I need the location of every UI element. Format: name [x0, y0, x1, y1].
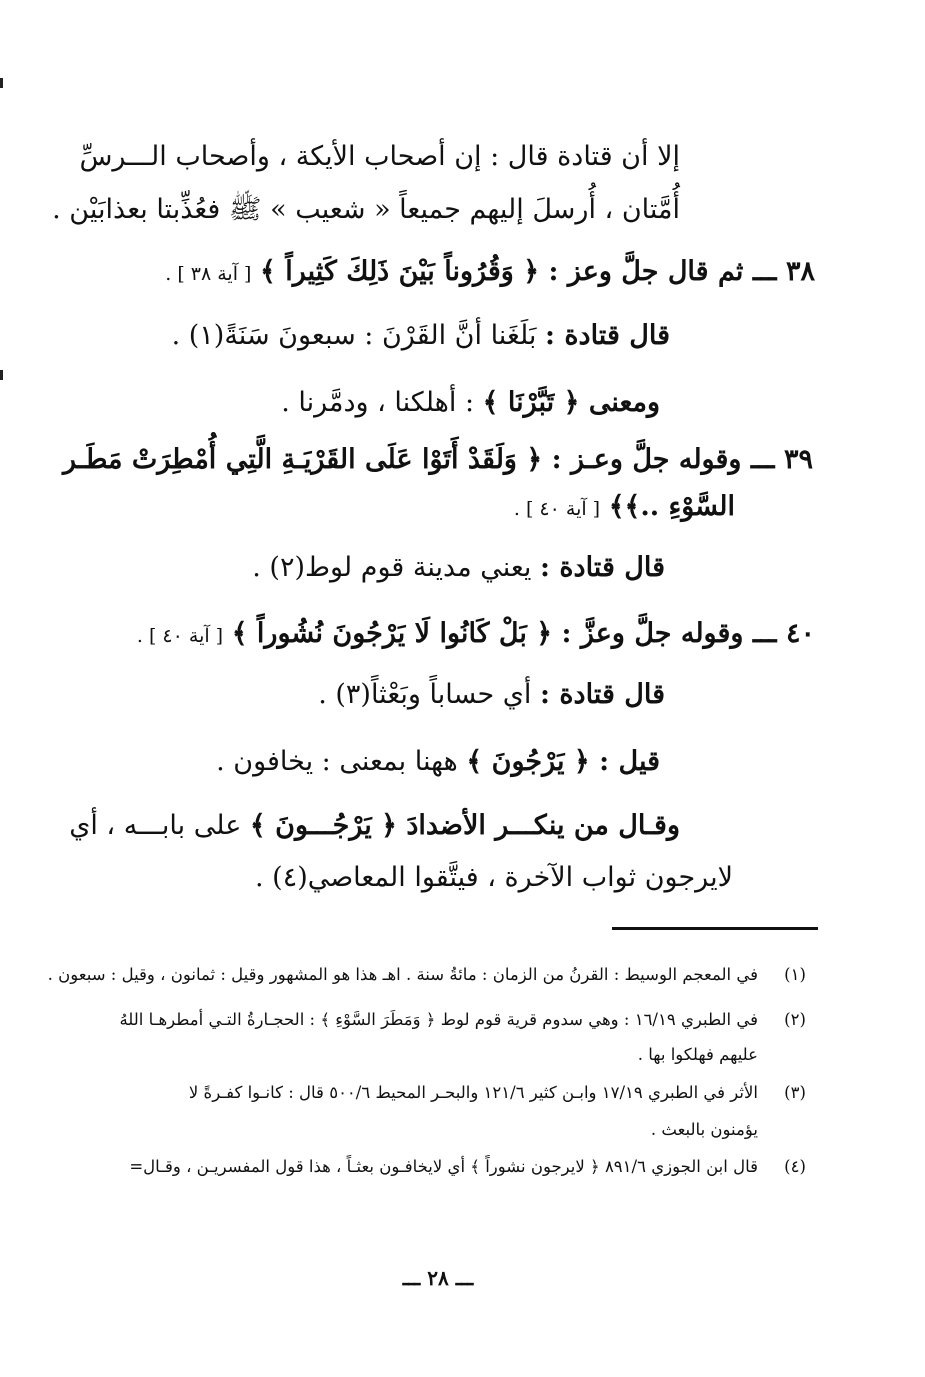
- body-line: إلا أن قتادة قال : إن أصحاب الأيكة ، وأصحاب الـــرسِّ: [79, 141, 680, 172]
- commentary-line: [69, 806, 680, 846]
- verse-ref: [ آية ٤٠ ] .: [136, 625, 224, 647]
- footnote-text: يؤمنون بالبعث .: [650, 1120, 758, 1139]
- term: وقـال من ينكـــر الأضدادَ ﴿ يَرْجُـــونَ ﴾: [249, 810, 680, 841]
- verse-continuation: [514, 487, 735, 529]
- commentary-line: [281, 383, 660, 423]
- speaker: قال قتادة :: [545, 320, 670, 351]
- body-line: أُمَّتان ، أُرسلَ إليهم جميعاً « شعيب » ﷺ فعُذِّبتا بعذابَيْن .: [52, 194, 680, 225]
- footnote-text: في الطبري ١٦/١٩ : وهي سدوم قرية قوم لوط ﴿ وَمَطَرَ السَّوْءِ ﴾ : الحجـارةُ التـي أمطرهـا اللهُ: [119, 1010, 758, 1029]
- footnote-text: في المعجم الوسيط : القرنُ من الزمان : مائةُ سنة . اهـ هذا هو المشهور وقيل : ثمانون ، وقيل : سبعون .: [47, 965, 758, 984]
- footnote-rule: [612, 927, 818, 930]
- verse-ref: [ آية ٣٨ ] .: [165, 263, 252, 285]
- commentary-text: أي حساباً وبَعْثاً(٣) .: [318, 679, 532, 710]
- commentary-line: [172, 316, 670, 356]
- commentary-line: [216, 742, 660, 782]
- footnote-text: عليهم فهلكوا بها .: [637, 1045, 758, 1064]
- verse-heading: [165, 252, 815, 294]
- page-number: ـــ ٢٨ ـــ: [402, 1266, 474, 1290]
- body-line: لايرجون ثواب الآخرة ، فيتَّقوا المعاصي(٤) .: [254, 862, 733, 893]
- footnote-number: (١): [784, 965, 806, 984]
- term: ومعنى ﴿ تَبَّرْنَا ﴾: [482, 387, 660, 418]
- verse-heading: [137, 614, 815, 656]
- verse-lead: السَّوْءِ ..﴾﴾: [608, 491, 735, 522]
- commentary-text: : أهلكنا ، ودمَّرنا .: [281, 387, 475, 418]
- verse-heading: ٣٩ ـــ وقوله جلَّ وعـز : ﴿ وَلَقَدْ أَتَوْا عَلَى القَرْيَـةِ الَّتِي أُمْطِرَتْ مَطَـر: [63, 444, 813, 475]
- verse-ref: [ آية ٤٠ ] .: [513, 498, 601, 520]
- commentary-text: ههنا بمعنى : يخافون .: [216, 746, 458, 777]
- footnote-text: الأثر في الطبري ١٧/١٩ وابـن كثير ١٢١/٦ والبحـر المحيط ٥٠٠/٦ قال : كانـوا كفـرةً لا: [188, 1083, 758, 1102]
- footnote-number: (٣): [784, 1083, 806, 1102]
- margin-mark: [0, 78, 3, 88]
- commentary-line: [252, 548, 665, 588]
- speaker: قال قتادة :: [540, 679, 665, 710]
- footnote-text: قال ابن الجوزي ٨٩١/٦ ﴿ لايرجون نشوراً ﴾ أي لايخافـون بعثـاً ، هذا قول المفسريـن ، وقـال=: [129, 1157, 758, 1176]
- term: قيل : ﴿ يَرْجُونَ ﴾: [466, 746, 660, 777]
- commentary-line: [318, 675, 665, 715]
- commentary-text: بَلَغَنا أنَّ القَرْنَ : سبعونَ سَنَةً(١) .: [171, 320, 537, 351]
- margin-mark: [0, 370, 3, 380]
- speaker: قال قتادة :: [540, 552, 665, 583]
- commentary-text: يعني مدينة قوم لوط(٢) .: [252, 552, 532, 583]
- verse-lead: ٤٠ ـــ وقوله جلَّ وعزَّ : ﴿ بَلْ كَانُوا لَا يَرْجُونَ نُشُوراً ﴾: [231, 618, 815, 649]
- footnote-number: (٢): [784, 1010, 806, 1029]
- verse-lead: ٣٨ ـــ ثم قال جلَّ وعز : ﴿ وَقُرُوناً بَيْنَ ذَلِكَ كَثِيراً ﴾: [260, 256, 815, 287]
- footnote-number: (٤): [784, 1157, 806, 1176]
- commentary-text: على بابـــه ، أي: [69, 810, 242, 841]
